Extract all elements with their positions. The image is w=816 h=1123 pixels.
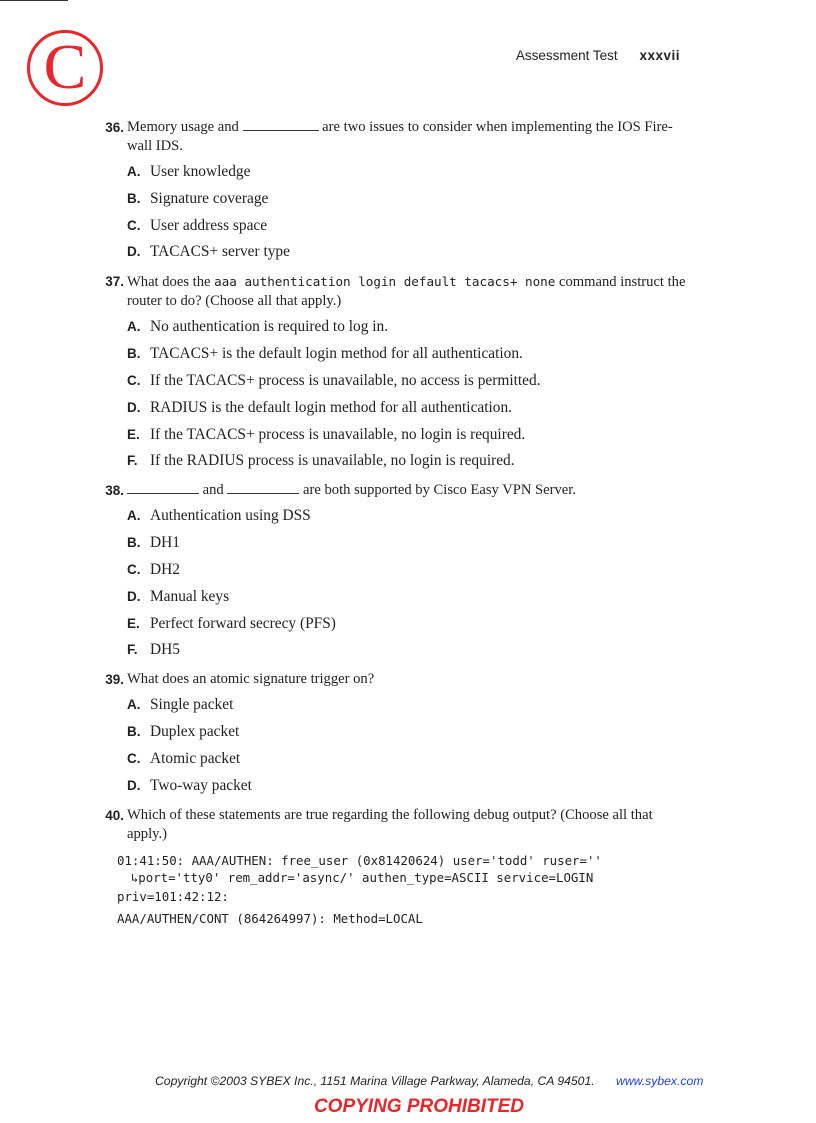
code-line: 01:41:50: AAA/AUTHEN: free_user (0x81420624) user='todd' ruser='': [117, 852, 602, 868]
option-letter: A.: [127, 164, 141, 179]
option-letter: B.: [127, 346, 141, 362]
running-header: [400, 48, 680, 63]
option-text: TACACS+ server type: [150, 243, 290, 261]
stem-text: apply.): [127, 825, 167, 842]
code-text: port='tty0' rem_addr='async/' authen_type=ASCII service=LOGIN: [138, 870, 594, 886]
answer-blank: [243, 118, 319, 131]
option-text: TACACS+ is the default login method for all authentication.: [150, 345, 523, 363]
option-list: [96, 162, 696, 261]
option-text: Duplex packet: [150, 723, 240, 741]
option-letter: A.: [127, 697, 141, 713]
option-letter: F.: [127, 642, 138, 658]
option-f: [96, 640, 696, 659]
line-wrap-icon: ↳: [131, 871, 139, 886]
option-text: Single packet: [150, 696, 234, 714]
option-letter: D.: [127, 588, 141, 604]
option-letter: C.: [127, 750, 141, 766]
option-letter: D.: [127, 777, 141, 793]
question-37: [96, 272, 696, 470]
question-stem: [96, 481, 696, 500]
option-letter: C.: [127, 561, 141, 577]
option-text: DH2: [150, 560, 180, 578]
question-number: 40.: [105, 807, 124, 823]
option-c: [96, 371, 696, 390]
option-b: [96, 344, 696, 363]
stem-text: are both supported by Cisco Easy VPN Server.: [303, 482, 576, 499]
option-a: [96, 695, 696, 714]
option-letter: E.: [127, 426, 140, 442]
option-letter: B.: [127, 535, 141, 551]
option-letter: D.: [127, 244, 141, 260]
option-text: Signature coverage: [150, 189, 269, 207]
option-text: If the TACACS+ process is unavailable, no access is permitted.: [150, 371, 541, 389]
answer-blank: [127, 481, 199, 494]
stem-text: Which of these statements are true regarding the following debug output? (Choose all that: [127, 806, 653, 823]
option-a: [96, 162, 696, 181]
option-text: Two-way packet: [150, 776, 252, 794]
option-text: DH5: [150, 641, 180, 659]
debug-output: [96, 852, 696, 928]
code-line: AAA/AUTHEN/CONT (864264997): Method=LOCAL: [117, 911, 423, 927]
option-letter: B.: [127, 190, 141, 206]
option-a: [96, 317, 696, 336]
copyright-seal: [27, 30, 103, 106]
option-text: User knowledge: [150, 163, 251, 180]
question-list: [96, 118, 696, 939]
publisher-url: www.sybex.com: [616, 1074, 704, 1088]
option-a: [96, 506, 696, 525]
option-e: [96, 614, 696, 633]
question-number: 36.: [105, 120, 124, 135]
option-text: Perfect forward secrecy (PFS): [150, 614, 336, 632]
option-c: [96, 749, 696, 768]
question-number: 37.: [105, 274, 124, 290]
command-text: aaa authentication login default tacacs+ none: [214, 274, 556, 290]
option-f: [96, 451, 696, 470]
option-list: [96, 695, 696, 794]
option-letter: C.: [127, 372, 141, 388]
question-number: 38.: [105, 483, 124, 499]
option-letter: A.: [127, 508, 141, 524]
stem-text: are two issues to consider when implementing the IOS Fire-: [322, 119, 673, 135]
option-text: RADIUS is the default login method for all authentication.: [150, 398, 513, 416]
option-b: [96, 189, 696, 208]
question-36: [96, 118, 696, 261]
code-line: priv=101:42:12:: [117, 888, 229, 904]
stem-text: What does the: [127, 274, 211, 291]
copying-prohibited-notice: COPYING PROHIBITED: [313, 1096, 525, 1117]
option-c: [96, 560, 696, 579]
code-line: [117, 869, 696, 888]
option-b: [96, 533, 696, 552]
seal-letter: C: [43, 31, 87, 102]
option-d: [96, 776, 696, 795]
answer-blank: [227, 481, 299, 494]
option-text: Authentication using DSS: [150, 507, 311, 525]
option-text: If the RADIUS process is unavailable, no login is required.: [150, 452, 515, 470]
option-letter: B.: [127, 724, 141, 740]
option-b: [96, 722, 696, 741]
question-stem: [96, 118, 696, 156]
option-c: [96, 216, 696, 235]
question-number: 39.: [105, 672, 124, 688]
stem-text: Memory usage and: [127, 119, 239, 135]
option-d: [96, 587, 696, 606]
option-d: [96, 242, 696, 261]
stem-text: wall IDS.: [127, 138, 183, 154]
question-stem: [96, 806, 696, 844]
option-text: If the TACACS+ process is unavailable, no login is required.: [150, 425, 526, 443]
option-letter: D.: [127, 399, 141, 415]
page-number: xxxvii: [639, 48, 680, 63]
option-text: User address space: [150, 216, 268, 234]
option-letter: E.: [127, 615, 140, 631]
option-text: Manual keys: [150, 587, 230, 605]
option-d: [96, 398, 696, 417]
question-40: [96, 806, 696, 928]
option-letter: C.: [127, 217, 141, 233]
stem-text: command instruct the: [559, 274, 686, 291]
stem-text: router to do? (Choose all that apply.): [127, 293, 342, 310]
option-list: [96, 506, 696, 659]
copyright-text: Copyright ©2003 SYBEX Inc., 1151 Marina Village Parkway, Alameda, CA 94501.: [155, 1074, 595, 1088]
option-text: DH1: [150, 534, 180, 552]
option-letter: A.: [127, 319, 141, 335]
option-e: [96, 425, 696, 444]
stem-text: What does an atomic signature trigger on?: [127, 671, 375, 688]
question-39: [96, 670, 696, 794]
question-stem: [96, 670, 696, 689]
option-text: No authentication is required to log in.: [150, 318, 389, 336]
copyright-footer: [155, 1074, 715, 1088]
stem-text: and: [202, 482, 224, 499]
top-rule: [0, 0, 68, 1]
question-stem: [96, 272, 696, 311]
section-title: Assessment Test: [515, 48, 618, 63]
question-38: [96, 481, 696, 659]
option-letter: F.: [127, 453, 138, 469]
option-list: [96, 317, 696, 470]
option-text: Atomic packet: [150, 749, 241, 767]
